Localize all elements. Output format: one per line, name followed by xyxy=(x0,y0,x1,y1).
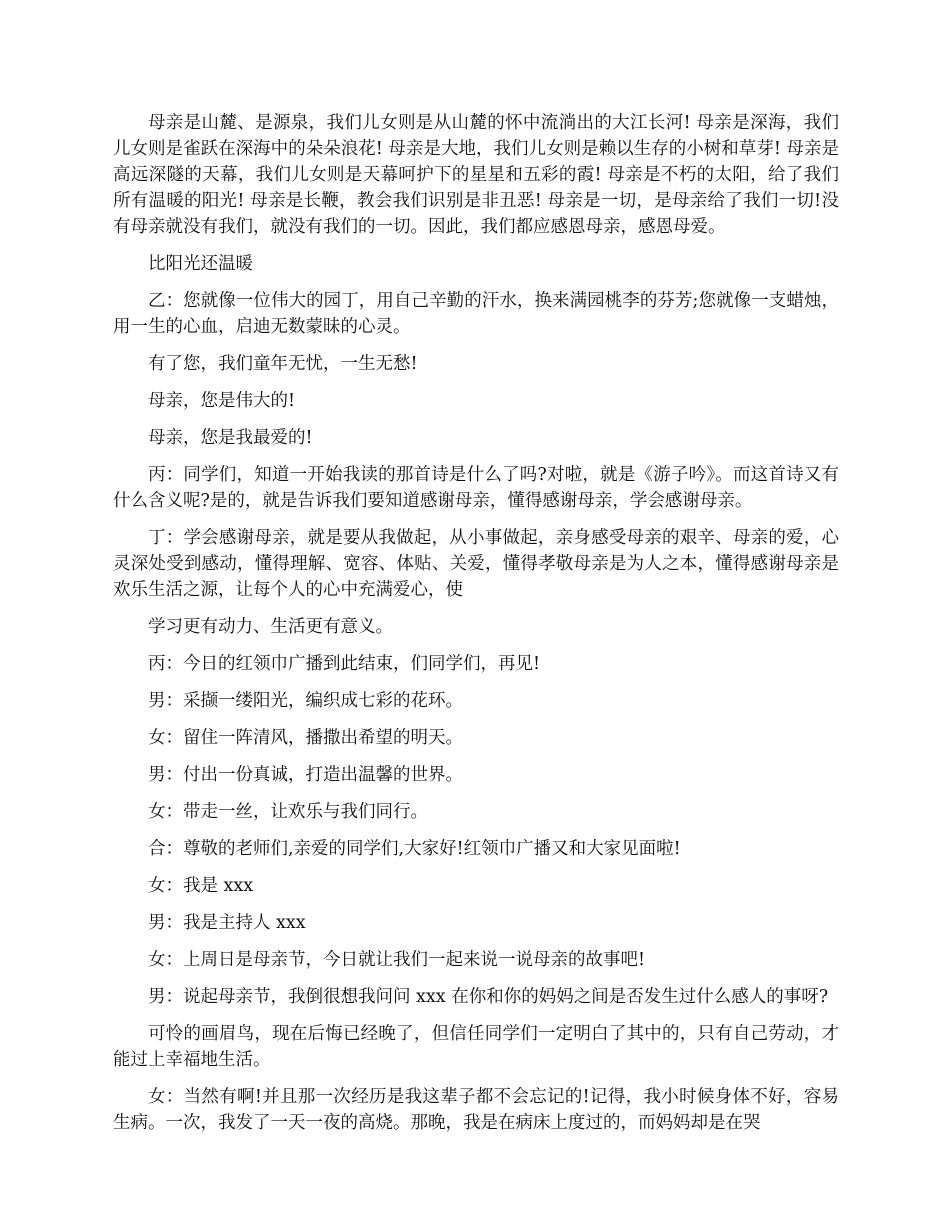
paragraph-15: 合：尊敬的老师们,亲爱的同学们,大家好!红领巾广播又和大家见面啦! xyxy=(148,839,681,859)
paragraph-3: 乙：您就像一位伟大的园丁，用自己辛勤的汗水，换来满园桃李的芬芳;您就像一支蜡烛，用一生的心血，启迪无数蒙昧的心灵。 xyxy=(113,291,839,337)
paragraph-17: 男：我是主持人 xxx xyxy=(148,913,306,933)
paragraph-14: 女：带走一丝，让欢乐与我们同行。 xyxy=(148,802,428,822)
document-body xyxy=(113,110,839,1147)
paragraph-18: 女：上周日是母亲节，今日就让我们一起来说一说母亲的故事吧! xyxy=(148,950,646,970)
paragraph-12: 女：留住一阵清风，播撒出希望的明天。 xyxy=(148,728,463,748)
paragraph-9: 学习更有动力、生活更有意义。 xyxy=(148,617,393,637)
paragraph-11: 男：采撷一缕阳光，编织成七彩的花环。 xyxy=(148,691,463,711)
paragraph-19: 男：说起母亲节，我倒很想我问问 xxx 在你和你的妈妈之间是否发生过什么感人的事呀? xyxy=(148,987,829,1007)
paragraph-2: 比阳光还温暖 xyxy=(148,254,253,274)
paragraph-20: 可怜的画眉鸟，现在后悔已经晚了，但信任同学们一定明白了其中的，只有自己劳动，才能过上幸福地生活。 xyxy=(113,1024,839,1070)
paragraph-7: 丙：同学们，知道一开始我读的那首诗是什么了吗?对啦，就是《游子吟》。而这首诗又有什么含义呢?是的，就是告诉我们要知道感谢母亲，懂得感谢母亲，学会感谢母亲。 xyxy=(113,465,839,511)
paragraph-1: 母亲是山麓、是源泉，我们儿女则是从山麓的怀中流淌出的大江长河! 母亲是深海，我们儿女则是雀跃在深海中的朵朵浪花! 母亲是大地，我们儿女则是赖以生存的小树和草芽! 母亲是高远深隧的天幕，我们儿女则是天幕呵护下的星星和五彩的霞! 母亲是不朽的太阳，给了我们所有温暖的阳光! 母亲是长鞭，教会我们识别是非丑恶! 母亲是一切，是母亲给了我们一切!没有母亲就没有我们，就没有我们的一切。因此，我们都应感恩母亲，感恩母爱。 xyxy=(113,113,839,237)
paragraph-4: 有了您，我们童年无忧，一生无愁! xyxy=(148,354,418,374)
paragraph-16: 女：我是 xxx xyxy=(148,876,254,896)
paragraph-6: 母亲，您是我最爱的! xyxy=(148,428,313,448)
paragraph-10: 丙：今日的红领巾广播到此结束，们同学们，再见! xyxy=(148,654,541,674)
paragraph-5: 母亲，您是伟大的! xyxy=(148,391,296,411)
paragraph-21: 女：当然有啊!并且那一次经历是我这辈子都不会忘记的!记得，我小时候身体不好，容易生病。一次，我发了一天一夜的高烧。那晚，我是在病床上度过的，而妈妈却是在哭 xyxy=(113,1087,839,1133)
paragraph-8: 丁：学会感谢母亲，就是要从我做起，从小事做起，亲身感受母亲的艰辛、母亲的爱，心灵深处受到感动，懂得理解、宽容、体贴、关爱，懂得孝敬母亲是为人之本，懂得感谢母亲是欢乐生活之源，让每个人的心中充满爱心，使 xyxy=(113,528,839,600)
paragraph-13: 男：付出一份真诚，打造出温馨的世界。 xyxy=(148,765,463,785)
